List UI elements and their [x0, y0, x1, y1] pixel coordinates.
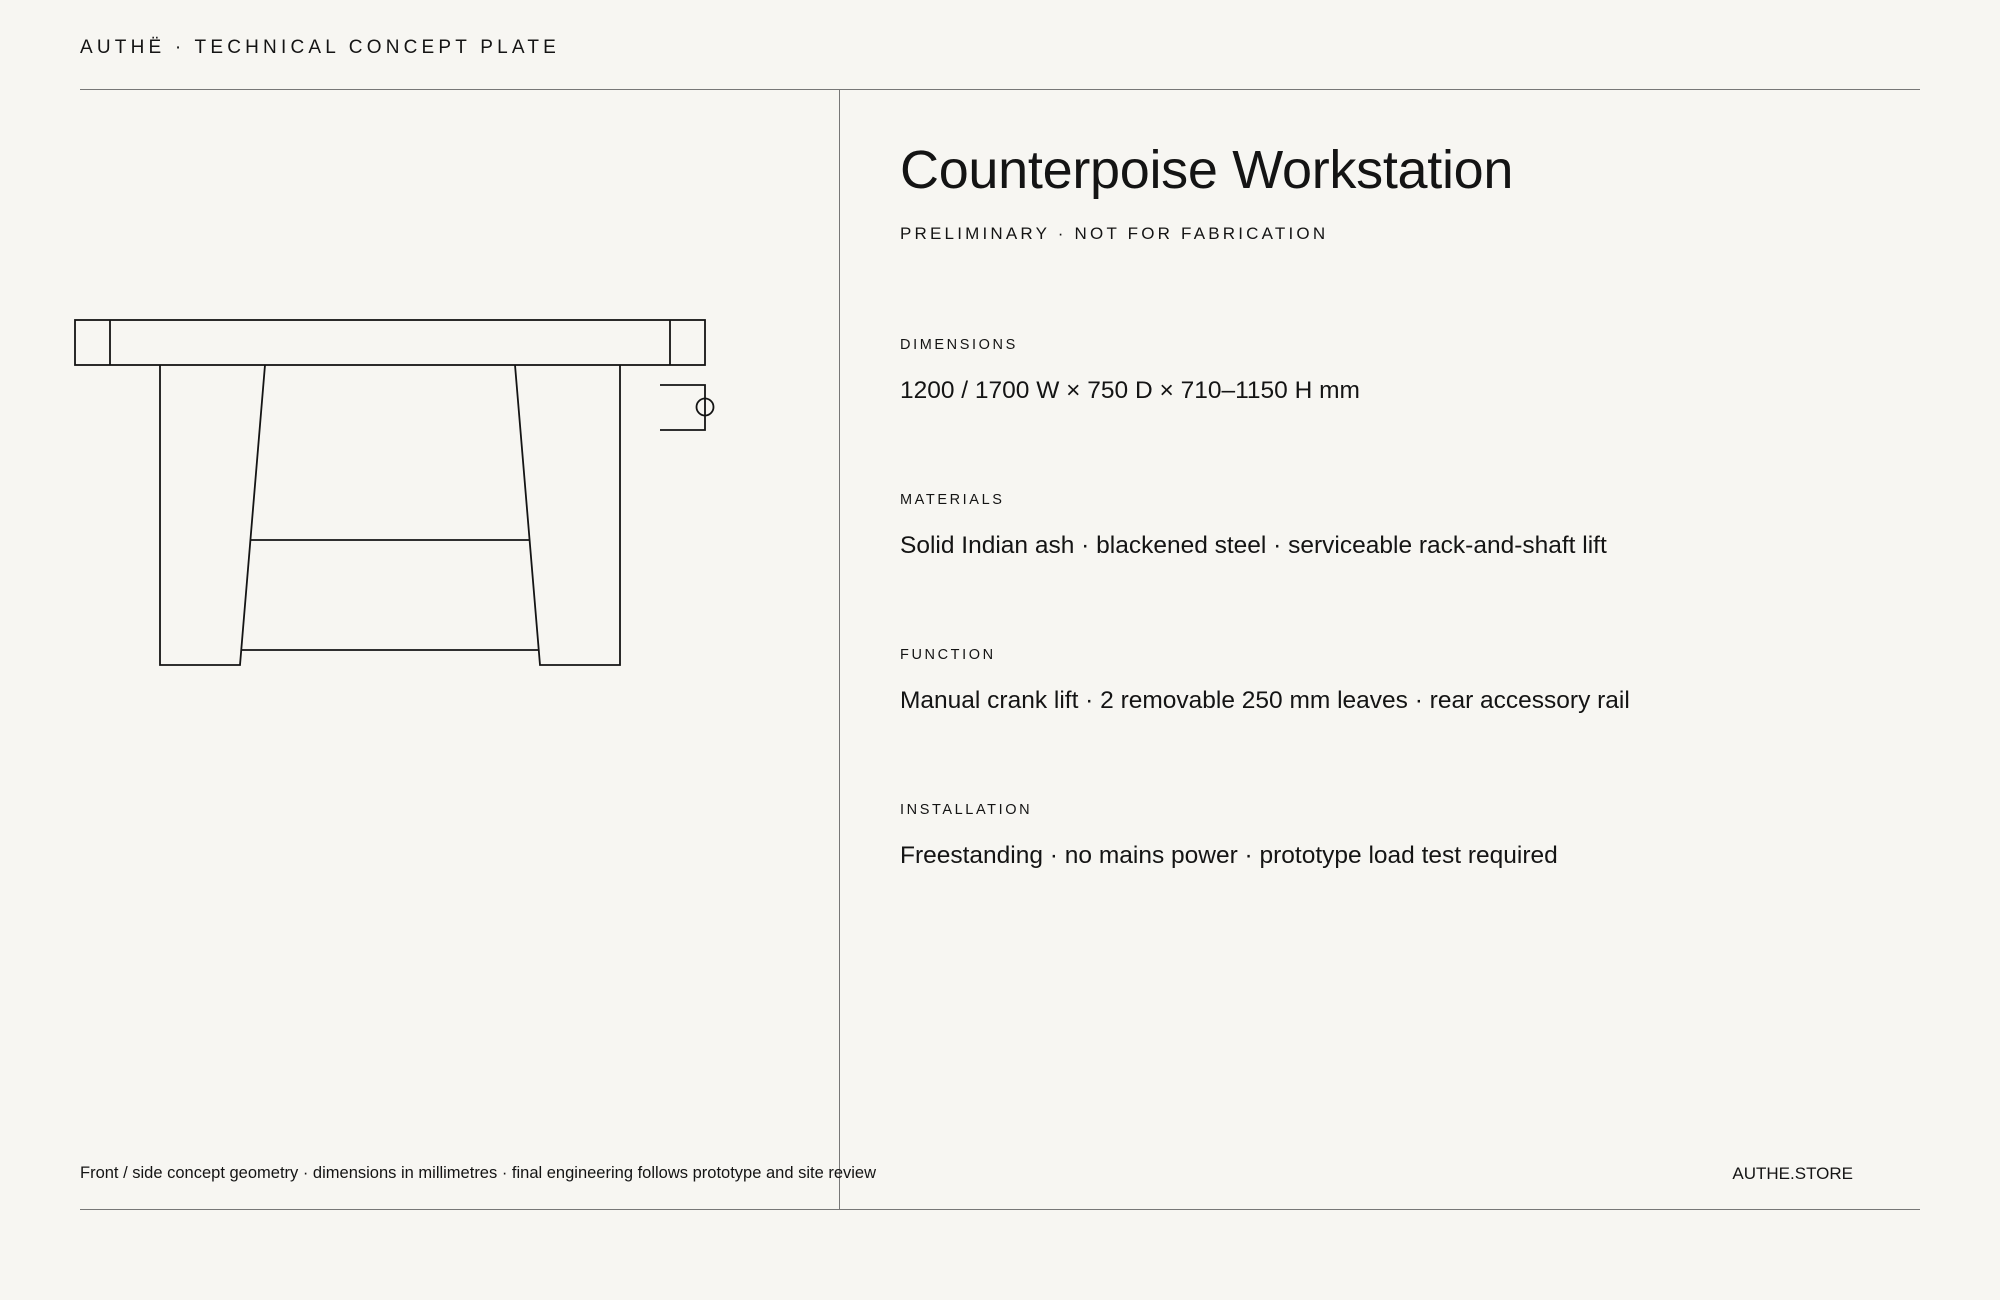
- spec-value: 1200 / 1700 W × 750 D × 710–1150 H mm: [900, 377, 1360, 404]
- store-link[interactable]: AUTHE.STORE: [1732, 1164, 1853, 1183]
- spec-value: Solid Indian ash · blackened steel · serviceable rack-and-shaft lift: [900, 532, 1607, 559]
- footer-note: Front / side concept geometry · dimensions in millimetres · final engineering follows prototype and site review: [80, 1164, 877, 1182]
- brand-header: AUTHË · TECHNICAL CONCEPT PLATE: [80, 37, 561, 58]
- spec-label: INSTALLATION: [900, 802, 1033, 818]
- spec-label: DIMENSIONS: [900, 337, 1018, 353]
- base-frame: [160, 365, 620, 665]
- spec-label: FUNCTION: [900, 647, 996, 663]
- spec-label: MATERIALS: [900, 492, 1005, 508]
- spec-value: Freestanding · no mains power · prototype load test required: [900, 842, 1558, 869]
- spec-dimensions: [900, 337, 1360, 405]
- crank-handle-icon: [660, 385, 714, 430]
- status-note: PRELIMINARY · NOT FOR FABRICATION: [900, 224, 1329, 243]
- spec-function: [900, 647, 1630, 715]
- product-title: Counterpoise Workstation: [900, 140, 1514, 200]
- spec-installation: [900, 802, 1558, 870]
- spec-value: Manual crank lift · 2 removable 250 mm leaves · rear accessory rail: [900, 687, 1630, 714]
- spec-materials: [900, 492, 1607, 560]
- desktop-slab: [75, 320, 705, 365]
- bottom-rule: [80, 1209, 1920, 1210]
- workstation-concept-drawing: [0, 0, 840, 1100]
